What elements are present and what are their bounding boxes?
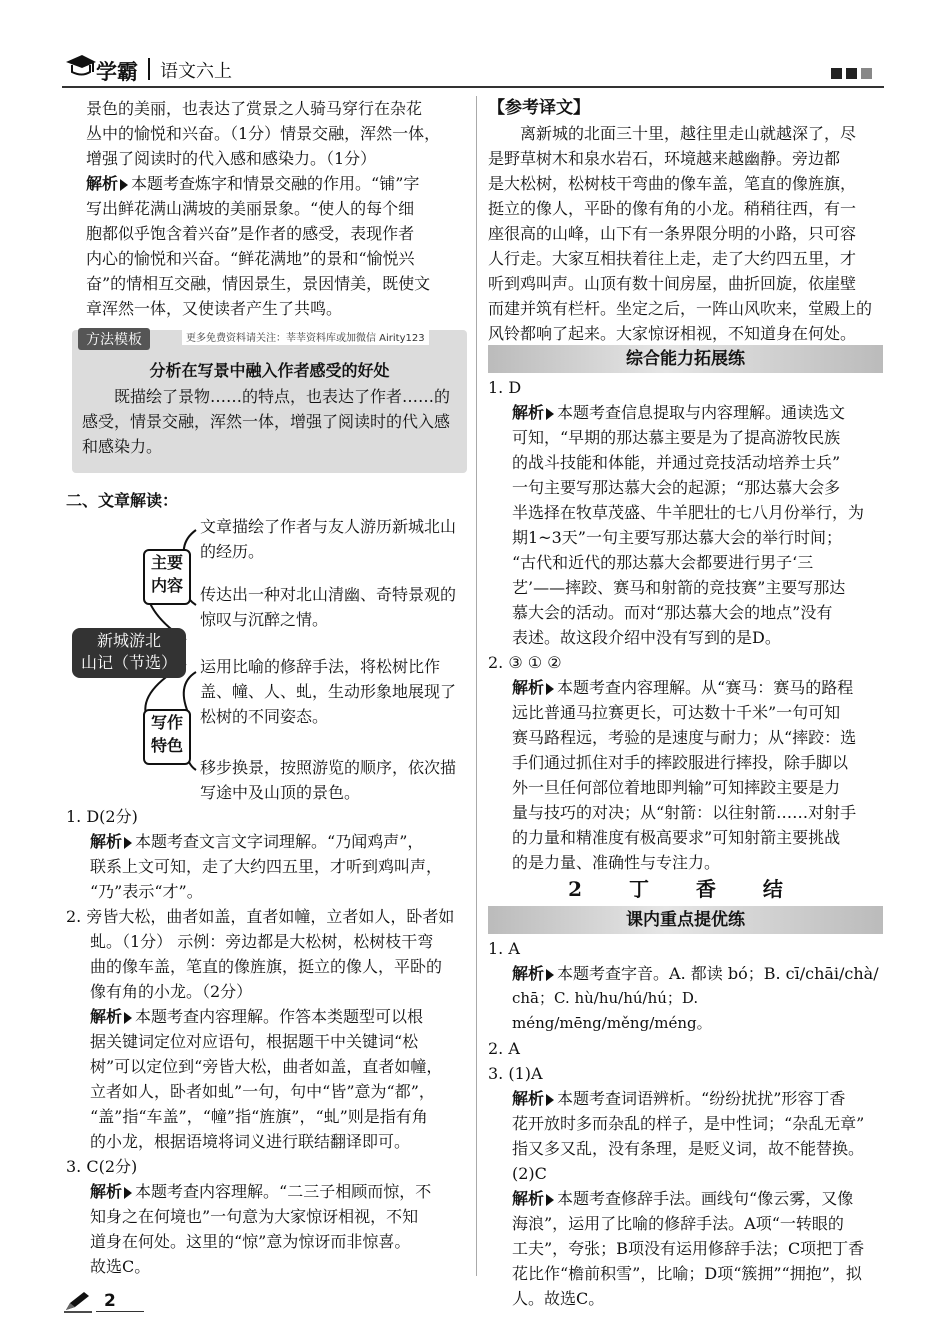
method-template-box <box>72 330 467 473</box>
column-divider <box>476 96 477 1276</box>
method-body: 既描绘了景物……的特点，也表达了作者……的感受，情景交融，浑然一体，增强了阅读时的代入感和感染力。 <box>82 387 451 456</box>
comprehensive-answers: 1. D 解析 本题考查信息提取与内容理解。通读选文 可知，“早期的那达慕主要是为了提高游牧民族 的战斗技能和体能，并通过竞技活动培养士兵” 一句主要写那达慕大会的起源；“那达慕大会多 半选择在牧草茂盛、牛羊肥壮的七八月份举行，为 期1~3天”一句主要写那达慕大会的举行时间； “古代和近代的那达慕大会都要进行男子‘三 艺’——摔跤、赛马和射箭的竞技赛”主要写那达 慕大会的活动。而对“那达慕大会的地点”没有 表述。故这段介绍中没有写到的是D。 2. ③ ① ② 解析 本题考查内容理解。从“赛马：赛马的路程 远比普通马拉赛更长，可达数十千米”一句可知 赛马路程远，考验的是速度与耐力；从“摔跤：选 手们通过抓住对手的摔跤服进行摔投，除手脚以 外一旦任何部位着地即判输”可知摔跤主要是力 量与技巧的对决；从“射箭：以往射箭……对射手 的力量和精准度有极高要求”可知射箭主要挑战 的是力量、准确性与专注力。 <box>488 375 888 875</box>
text-line: 胞都似乎饱含着兴奋”是作者的感受，表现作者 <box>86 224 415 243</box>
header-squares-icon <box>827 64 872 83</box>
triangle-icon <box>546 1094 554 1106</box>
text-line: 写出鲜花满山满坡的美丽景象。“使人的每个细 <box>86 199 415 218</box>
page-number: 2 <box>104 1291 116 1311</box>
triangle-icon <box>124 1012 132 1024</box>
header-rule <box>62 86 884 88</box>
text-line: 奋”的情相互交融，情因景生，景因情美，既使文 <box>86 274 431 293</box>
left-questions: 1. D(2分) 解析 本题考查文言文字词理解。“乃闻鸡声”， 联系上文可知，走了大约四五里，才听到鸡叫声， “乃”表示“才”。 2. 旁皆大松，曲者如盖，直者如幢，立者如人，卧者如 虬。（1分） 示例：旁边都是大松树，松树枝干弯 曲的像车盖，笔直的像旌旗，挺立的像人，平卧的 像有角的小龙。（2分） 解析 本题考查内容理解。作答本类题型可以根 据关键词定位对应语句，根据题干中关键词“松 树”可以定位到“旁皆大松，曲者如盖，直者如幢， 立者如人，卧者如虬”一句，句中“皆”意为“都”， “盖”指“车盖”，“幢”指“旌旗”，“虬”则是指有角 的小龙，根据语境将词义进行联结翻译即可。 3. C(2分) 解析 本题考查内容理解。“二三子相顾而惊，不 知身之在何境也”一句意为大家惊讶相视，不知 道身在何处。这里的“惊”意为惊讶而非惊喜。 故选C。 <box>66 804 470 1279</box>
text-line: 增强了阅读时的代入感和感染力。（1分） <box>86 149 377 168</box>
header-divider <box>148 58 150 80</box>
lesson-title: 2 丁 香 结 <box>568 877 803 901</box>
graduation-cap-icon <box>62 50 98 86</box>
section-bar-comprehensive: 综合能力拓展练 <box>488 345 883 373</box>
method-title: 分析在写景中融入作者感受的好处 <box>149 361 390 380</box>
triangle-icon <box>546 1194 554 1206</box>
reference-translation: 【参考译文】 离新城的北面三十里，越往里走山就越深了，尽 是野草树木和泉水岩石，环境越来越幽静。旁边都 是大松树，松树枝干弯曲的像车盖，笔直的像旌旗， 挺立的像人，平卧的像有角的小龙。稍稍往西，有一 座很高的山峰，山下有一条界限分明的小路，只可容 人行走。大家互相扶着往上走，走了大约四五里，才 听到鸡叫声。山顶有数十间房屋，曲折回旋，依崖壁 而建并筑有栏杆。坐定之后，一阵山风吹来，堂殿上的 风铃都响了起来。大家惊讶相视，不知道身在何处。 <box>488 96 888 346</box>
question-head: 1. A <box>488 939 520 958</box>
triangle-icon <box>120 179 128 191</box>
question-head: 2. ③ ① ② <box>488 653 562 672</box>
pencil-icon <box>62 1290 94 1314</box>
text-line: 章浑然一体，又使读者产生了共鸣。 <box>86 299 343 318</box>
brand-name: 学霸 <box>96 60 138 84</box>
text-line: 景色的美丽，也表达了赏景之人骑马穿行在杂花 <box>86 99 423 118</box>
section-title: 二、文章解读： <box>66 491 179 510</box>
text-line: 丛中的愉悦和兴奋。（1分）情景交融，浑然一体， <box>86 124 441 143</box>
mindmap-text-2: 传达出一种对北山清幽、奇特景观的惊叹与沉醉之情。 <box>200 585 457 629</box>
analysis-line: 解析 本题考查炼字和情景交融的作用。“铺”字 <box>86 174 420 193</box>
question-head: 3. (1)A <box>488 1064 543 1083</box>
mindmap-text-4: 移步换景，按照游览的顺序，依次描写途中及山顶的景色。 <box>200 758 457 802</box>
method-tag: 方法模板 <box>78 328 150 350</box>
section-bar-in-class: 课内重点提优练 <box>488 906 883 934</box>
in-class-answers: 1. A 解析 本题考查字音。A. 都读 bó；B. cī/chāi/chà/ chā；C. hù/hu/hú/hú；D. méng/mēng/měng/méng。 2. A 3. (1)A 解析 本题考查词语辨析。“纷纷扰扰”形容丁香 花开放时多而杂乱的样子，是中性词；“杂乱无章” 指又多又乱，没有条理，是贬义词，故不能替换。 (2)C 解析 本题考查修辞手法。画线句“像云雾，又像 海浪”，运用了比喻的修辞手法。A项“一转眼的 工夫”，夸张；B项没有运用修辞手法；C项把丁香 花比作“檐前积雪”，比喻；D项“簇拥”“拥抱”，拟 人。故选C。 <box>488 936 888 1311</box>
sub-question: (2)C <box>512 1164 547 1183</box>
question-head: 1. D(2分) <box>66 807 138 826</box>
subject-label: 语文六上 <box>160 61 232 82</box>
question-head: 2. A <box>488 1039 520 1058</box>
mindmap-text-1: 文章描绘了作者与友人游历新城北山的经历。 <box>200 517 457 561</box>
question-head: 3. C(2分) <box>66 1157 138 1176</box>
mindmap-node-writing-features: 写作 特色 <box>143 709 191 765</box>
triangle-icon <box>124 837 132 849</box>
mindmap-text-3: 运用比喻的修辞手法，将松树比作盖、幢、人、虬，生动形象地展现了松树的不同姿态。 <box>200 657 457 726</box>
ref-title: 【参考译文】 <box>488 98 590 118</box>
intro-answer <box>86 96 466 321</box>
triangle-icon <box>546 683 554 695</box>
mindmap-node-main-content: 主要 内容 <box>143 549 191 605</box>
question-head: 2. 旁皆大松，曲者如盖，直者如幢，立者如人，卧者如 <box>66 907 455 926</box>
analysis-tag: 解析 <box>86 174 119 193</box>
footer-rule <box>96 1311 144 1312</box>
triangle-icon <box>124 1187 132 1199</box>
mindmap-center: 新城游北 山记（节选） <box>72 628 186 678</box>
triangle-icon <box>546 969 554 981</box>
promo-note: 更多免费资料请关注：莘莘资料库或加微信 Airity123 <box>182 328 429 345</box>
triangle-icon <box>546 408 554 420</box>
page-header <box>62 50 882 86</box>
text-line: 内心的愉悦和兴奋。“鲜花满地”的景和“愉悦兴 <box>86 249 415 268</box>
question-head: 1. D <box>488 378 522 397</box>
